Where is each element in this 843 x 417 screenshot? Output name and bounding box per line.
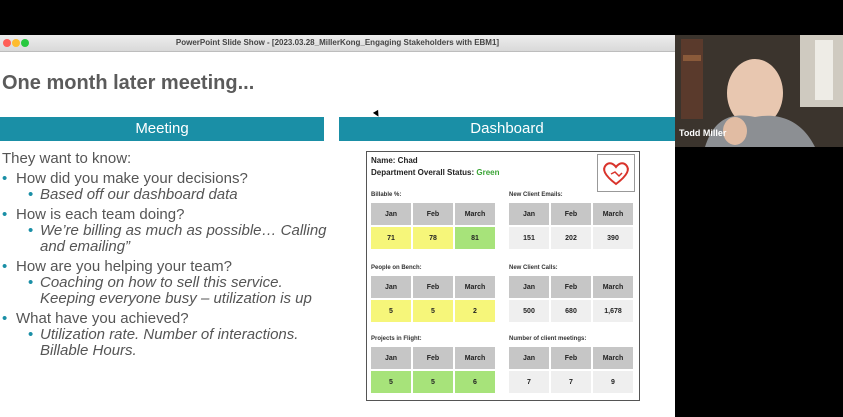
metric-value: 78 [413, 227, 453, 249]
month-header: Jan [371, 347, 411, 369]
month-header: Feb [551, 276, 591, 298]
metric-value: 9 [593, 371, 633, 393]
metric-value: 202 [551, 227, 591, 249]
block-title: Billable %: [371, 192, 402, 198]
block-title: New Client Emails: [509, 192, 563, 198]
client-emails-block [509, 192, 633, 249]
window-titlebar [0, 35, 675, 52]
month-header: March [455, 203, 495, 225]
sub-bullet-item: • We’re billing as much as possible… Calling and emailing” [2, 223, 332, 255]
month-header: Feb [551, 203, 591, 225]
projects-in-flight-block [371, 336, 495, 393]
metric-value: 5 [413, 300, 453, 322]
month-header: March [455, 276, 495, 298]
month-header: Jan [371, 203, 411, 225]
metric-value: 390 [593, 227, 633, 249]
block-title: Projects in Flight: [371, 336, 422, 342]
month-header: Jan [509, 347, 549, 369]
metric-value: 5 [371, 371, 411, 393]
metric-value: 500 [509, 300, 549, 322]
dashboard-name: Name: Chad [371, 156, 418, 165]
people-on-bench-block [371, 265, 495, 322]
client-calls-block [509, 265, 633, 322]
billable-block [371, 192, 495, 249]
month-header: Feb [413, 203, 453, 225]
status-value: Green [476, 168, 500, 177]
webcam-tile[interactable] [675, 35, 843, 147]
metric-value: 6 [455, 371, 495, 393]
sub-bullet-item: • Coaching on how to sell this service. Keeping everyone busy – utilization is up [2, 275, 332, 307]
participant-name: Todd Miller [679, 128, 727, 138]
bullet-item: • What have you achieved? [2, 311, 332, 327]
month-header: Feb [413, 276, 453, 298]
meeting-header: Meeting [0, 117, 324, 141]
metric-value: 7 [551, 371, 591, 393]
block-title: People on Bench: [371, 265, 422, 271]
dashboard-card [366, 151, 640, 401]
metric-value: 81 [455, 227, 495, 249]
metric-value: 2 [455, 300, 495, 322]
metric-value: 151 [509, 227, 549, 249]
meeting-bullet-list [2, 151, 332, 363]
month-header: Jan [509, 276, 549, 298]
metric-value: 680 [551, 300, 591, 322]
sub-bullet-item: • Utilization rate. Number of interactions. Billable Hours. [2, 327, 332, 359]
month-header: Jan [509, 203, 549, 225]
month-header: March [593, 347, 633, 369]
month-header: March [593, 276, 633, 298]
month-header: March [593, 203, 633, 225]
month-header: March [455, 347, 495, 369]
metric-value: 71 [371, 227, 411, 249]
slide-title: One month later meeting... [2, 72, 255, 94]
metric-value: 1,678 [593, 300, 633, 322]
client-meetings-block [509, 336, 633, 393]
dashboard-status [371, 168, 500, 177]
sub-bullet-item: • Based off our dashboard data [2, 187, 332, 203]
metric-value: 7 [509, 371, 549, 393]
bullet-lead: They want to know: [2, 150, 132, 167]
block-title: New Client Calls: [509, 265, 558, 271]
window-title: PowerPoint Slide Show - [2023.03.28_MillerKong_Engaging Stakeholders with EBM1] [175, 38, 500, 47]
metric-value: 5 [413, 371, 453, 393]
heart-logo-icon [597, 154, 635, 192]
month-header: Feb [551, 347, 591, 369]
dashboard-header: Dashboard [339, 117, 675, 141]
status-label: Department Overall Status: [371, 168, 475, 177]
bullet-item: • How is each team doing? [2, 207, 332, 223]
bullet-item: • How did you make your decisions? [2, 171, 332, 187]
month-header: Jan [371, 276, 411, 298]
metric-value: 5 [371, 300, 411, 322]
month-header: Feb [413, 347, 453, 369]
bullet-item: • How are you helping your team? [2, 259, 332, 275]
block-title: Number of client meetings: [509, 336, 587, 342]
